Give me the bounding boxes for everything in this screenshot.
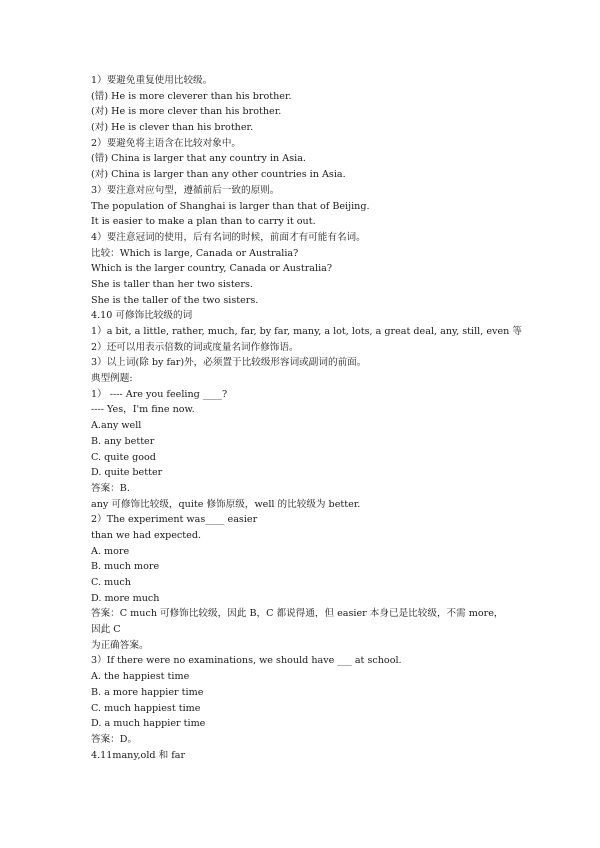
text-line: than we had expected. xyxy=(91,529,202,541)
question-line: 1） ---- Are you feeling ____? xyxy=(91,388,228,400)
section-heading: 4.10 可修饰比较级的词 xyxy=(91,310,193,322)
answer-line: 答案：D。 xyxy=(91,733,138,745)
text-line: (对) China is larger than any other countries in Asia. xyxy=(91,169,346,181)
text-line: 4）要注意冠词的使用，后有名词的时候，前面才有可能有名词。 xyxy=(91,231,366,243)
option-line: D. a much happier time xyxy=(91,718,206,730)
text-line: 3）以上词(除 by far)外，必须置于比较级形容词或副词的前面。 xyxy=(91,357,367,369)
text-line: 因此 C xyxy=(91,624,121,636)
text-line: She is taller than her two sisters. xyxy=(91,278,253,290)
text-line: 2）还可以用表示倍数的词或度量名词作修饰语。 xyxy=(91,341,299,353)
option-line: C. much xyxy=(91,577,131,588)
text-line: 1）要避免重复使用比较级。 xyxy=(91,75,213,86)
text-line: ---- Yes，I'm fine now. xyxy=(91,404,195,416)
option-line: A. the happiest time xyxy=(91,671,190,683)
explanation-line: any 可修饰比较级，quite 修饰原级，well 的比较级为 better. xyxy=(91,498,361,510)
text-line: She is the taller of the two sisters. xyxy=(91,294,259,306)
text-line: The population of Shanghai is larger than that of Beijing. xyxy=(91,200,370,212)
answer-line: 答案：C much 可修饰比较级，因此 B，C 都说得通，但 easier 本身已是比较级，不需 more， xyxy=(91,608,504,620)
option-line: D. quite better xyxy=(91,467,163,479)
option-line: B. any better xyxy=(91,435,155,447)
option-line: C. much happiest time xyxy=(91,702,201,714)
text-line: 为正确答案。 xyxy=(91,639,149,651)
text-line: 1）a bit, a little, rather, much, far, by far, many, a lot, lots, a great deal, any, still, even 等 xyxy=(91,326,522,337)
text-line: Which is the larger country, Canada or Australia? xyxy=(91,263,333,275)
text-line: 2）要避免将主语含在比较对象中。 xyxy=(91,137,242,149)
text-line: (错) He is more cleverer than his brother. xyxy=(91,90,292,102)
question-line: 2）The experiment was____ easier xyxy=(91,514,258,526)
option-line: D. more much xyxy=(91,592,160,604)
option-line: C. quite good xyxy=(91,451,156,463)
document-body xyxy=(91,73,521,763)
text-line: 3）要注意对应句型，遵循前后一致的原则。 xyxy=(91,184,280,196)
option-line: B. a more happier time xyxy=(91,686,204,698)
text-line: It is easier to make a plan than to carry it out. xyxy=(91,216,316,228)
section-heading: 4.11many,old 和 far xyxy=(91,749,186,761)
question-line: 3）If there were no examinations, we should have ___ at school. xyxy=(91,655,402,667)
text-line: (错) China is larger that any country in Asia. xyxy=(91,153,306,165)
option-line: B. much more xyxy=(91,561,160,573)
answer-line: 答案：B. xyxy=(91,482,130,494)
option-line: A.any well xyxy=(91,420,142,432)
text-line: (对) He is more clever than his brother. xyxy=(91,106,282,118)
text-line: 典型例题: xyxy=(91,373,133,385)
option-line: A. more xyxy=(91,545,130,557)
text-line: 比较：Which is large, Canada or Australia? xyxy=(91,247,299,259)
text-line: (对) He is clever than his brother. xyxy=(91,122,254,134)
